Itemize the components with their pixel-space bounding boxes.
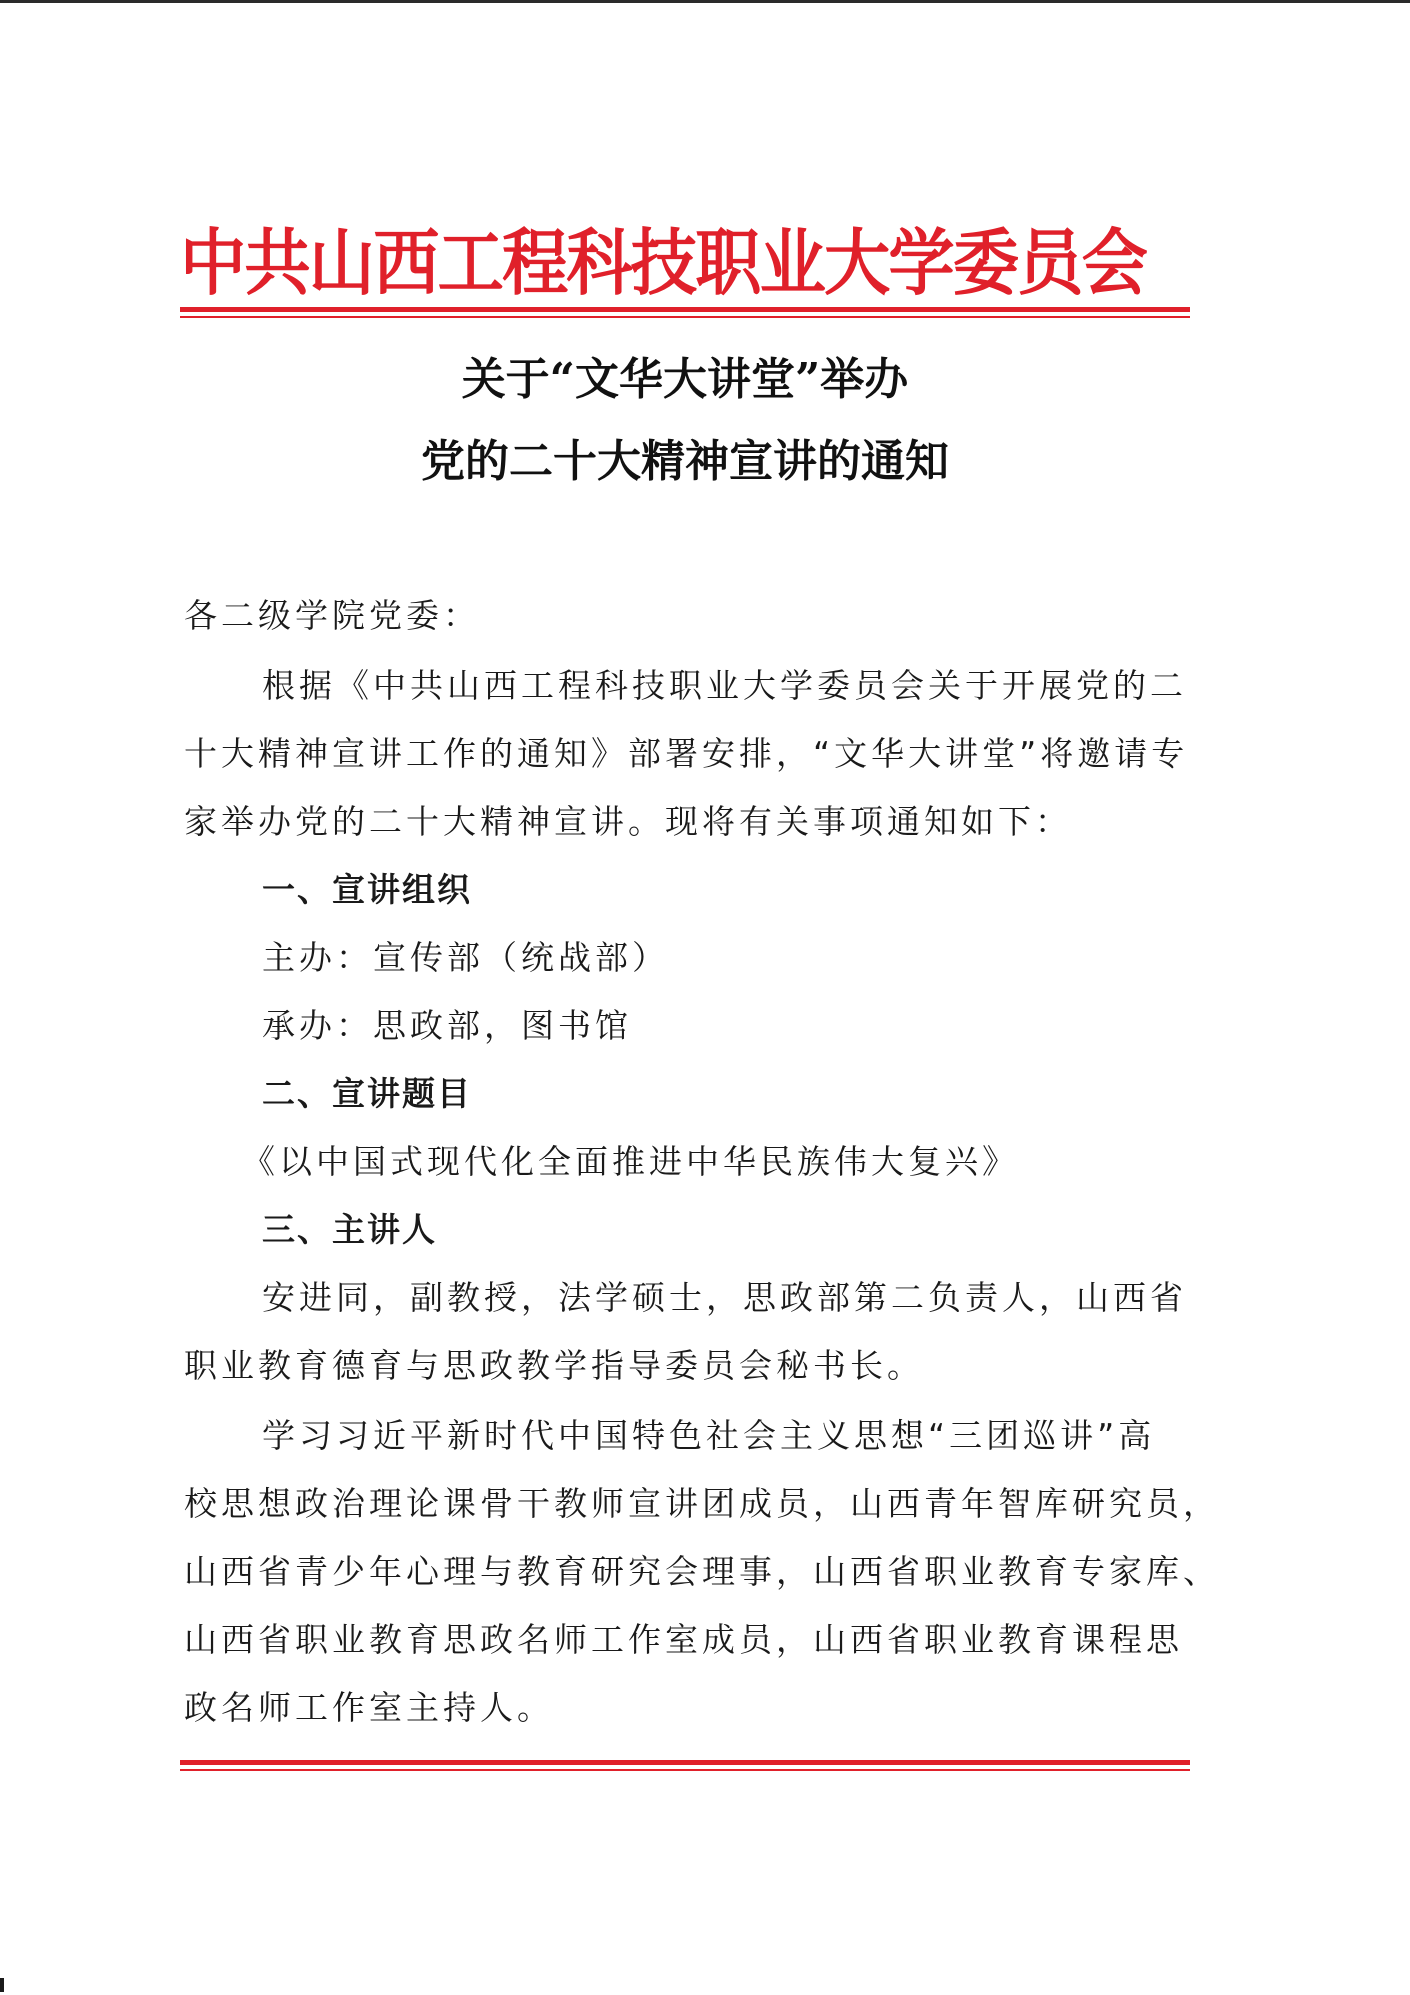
speaker-line: 学习习近平新时代中国特色社会主义思想“三团巡讲”高 (262, 1416, 1156, 1455)
document-org-header: 中共山西工程科技职业大学委员会 (180, 220, 1147, 305)
salutation: 各二级学院党委： (184, 596, 480, 635)
scan-edge-top (0, 0, 1410, 3)
speaker-line: 职业教育德育与思政教学指导委员会秘书长。 (184, 1346, 924, 1385)
topic-line: 《以中国式现代化全面推进中华民族伟大复兴》 (242, 1142, 1019, 1181)
document-title-line-1: 关于“文华大讲堂”举办 (461, 354, 909, 405)
organizer-line: 承办：思政部，图书馆 (262, 1006, 632, 1045)
section-heading: 二、宣讲题目 (262, 1074, 472, 1113)
host-line: 主办：宣传部（统战部） (262, 938, 669, 977)
speaker-line: 安进同，副教授，法学硕士，思政部第二负责人，山西省 (262, 1278, 1187, 1317)
footer-red-rule (180, 1760, 1190, 1771)
section-heading: 一、宣讲组织 (262, 870, 472, 909)
intro-line: 家举办党的二十大精神宣讲。现将有关事项通知如下： (184, 802, 1072, 841)
scan-edge-mark (0, 1978, 4, 1992)
speaker-line: 政名师工作室主持人。 (184, 1688, 554, 1727)
header-red-rule (180, 307, 1190, 318)
intro-line: 十大精神宣讲工作的通知》部署安排，“文华大讲堂”将邀请专 (184, 734, 1189, 773)
speaker-line: 山西省职业教育思政名师工作室成员，山西省职业教育课程思 (184, 1620, 1183, 1659)
speaker-line: 山西省青少年心理与教育研究会理事，山西省职业教育专家库、 (184, 1552, 1220, 1591)
section-heading: 三、主讲人 (262, 1210, 437, 1249)
document-title-line-2: 党的二十大精神宣讲的通知 (421, 436, 949, 487)
speaker-line: 校思想政治理论课骨干教师宣讲团成员，山西青年智库研究员， (184, 1484, 1220, 1523)
intro-line: 根据《中共山西工程科技职业大学委员会关于开展党的二 (262, 666, 1187, 705)
